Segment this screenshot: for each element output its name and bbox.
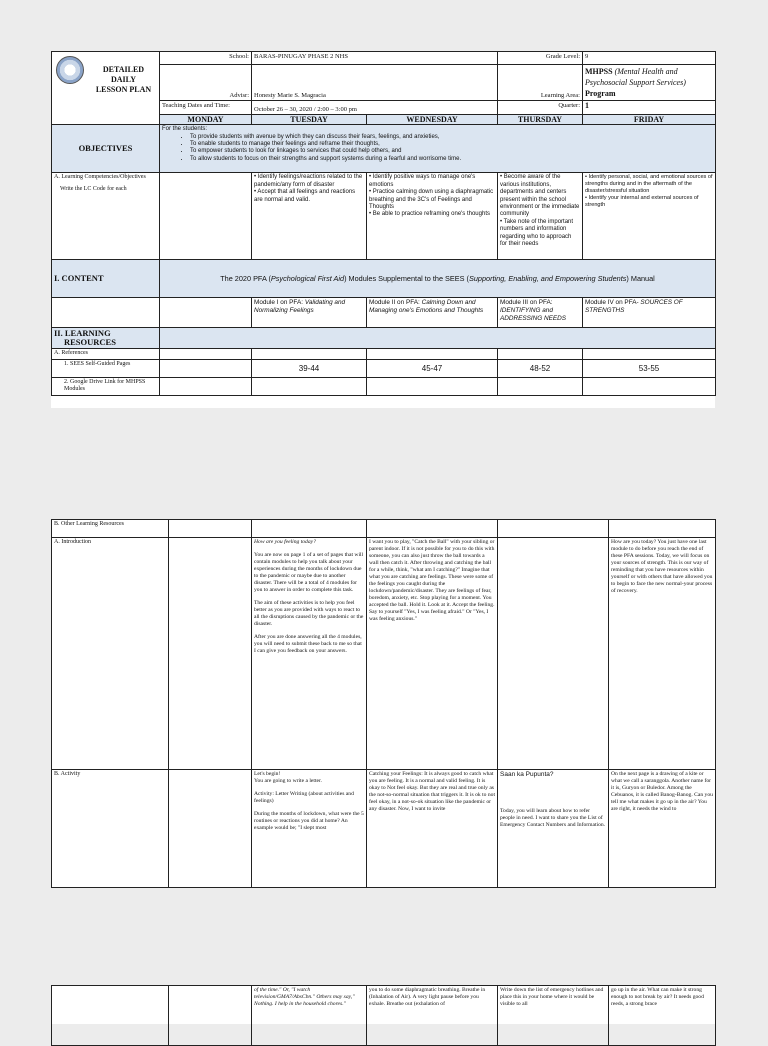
competencies-label — [52, 173, 160, 260]
competency-item: • Identify positive ways to manage one's emotions — [369, 174, 476, 188]
learning-resources-band — [160, 328, 716, 349]
lesson-plan-page-1 — [51, 51, 715, 408]
pages-module-1: 39-44 — [252, 359, 367, 377]
competencies-label-line: A. Learning Competencies/Objectives — [54, 174, 146, 181]
objective-item: • To allow students to focus on their strengths and support systems during a fearful and worrisome time. — [190, 156, 713, 163]
objective-item: • To enable students to manage their feelings and reframe their thoughts, — [190, 141, 713, 148]
day-wednesday: WEDNESDAY — [367, 115, 498, 125]
intro-paragraph: After you are done answering all the 4 modules, you will need to submit these back to me so that I can give you feedback on your answers. — [254, 634, 362, 654]
grade-level-label: Grade Level: — [498, 52, 583, 65]
competencies-label-line: Write the LC Code for each — [60, 185, 127, 192]
competency-item: • Accept that all feelings and reactions are normal and valid. — [254, 189, 356, 203]
activity-thursday — [498, 770, 609, 888]
pages-module-3: 48-52 — [498, 359, 583, 377]
objective-item: • To empower students to look for linkages to services that could help others, and — [190, 148, 713, 155]
learning-resources-label — [52, 328, 160, 349]
objectives-label: OBJECTIVES — [52, 125, 160, 173]
competency-item: • Practice calming down using a diaphragmatic breathing and the 3C's of Feelings and Thoughts — [369, 189, 494, 211]
competencies-wednesday — [367, 173, 498, 260]
intro-paragraph: How are you feeling today? — [254, 539, 316, 545]
learning-area-value — [583, 65, 716, 101]
quarter-value: 1 — [583, 101, 716, 115]
resources-label-line: II. LEARNING — [54, 328, 111, 339]
teaching-dates-value: October 26 – 30, 2020 / 2:00 – 3:00 pm — [252, 101, 498, 115]
competency-item: • Become aware of the various institutions, departments and centers present within the school environment or the immediate community — [500, 174, 580, 218]
school-label: School: — [160, 52, 252, 65]
learning-area-label: Learning Area: — [498, 65, 583, 101]
lesson-plan-page-2 — [51, 519, 715, 887]
other-resources-label: B. Other Learning Resources — [52, 520, 169, 538]
sees-pages-label: 1. SEES Self-Guided Pages — [52, 359, 160, 377]
lesson-plan-table-page-3 — [51, 985, 716, 1046]
activity-line: Let's begin! — [254, 771, 281, 777]
teaching-dates-label: Teaching Dates and Time: — [160, 101, 252, 115]
activity-title: Saan ka Pupunta? — [500, 771, 554, 778]
competency-item: • Identify feelings/reactions related to the pandemic/any form of disaster — [254, 174, 363, 188]
cont-thursday: Write down the list of emergency hotlines and place this in your home where it would be visible to all — [498, 986, 609, 1046]
competency-item: • Identify personal, social, and emotional sources of strengths during and in the aftermath of the disaster/stressful situation — [585, 174, 713, 195]
module-4: Module IV on PFA- SOURCES OF STRENGTHS — [583, 298, 716, 328]
intro-paragraph: You are now on page 1 of a set of pages that will contain modules to help you talk about your experiences during the months of lockdown due to the pandemic or maybe due to another disaster. There will be a total of 4 modules for you to answer in order to complete this task. — [254, 552, 364, 593]
module-3: Module III on PFA: IDENTIFYING and ADDRESSING NEEDS — [498, 298, 583, 328]
modules-blank — [52, 298, 160, 328]
activity-friday: On the next page is a drawing of a kite or what we call a saranggola. Another name for it is, Guryon or Buledor. Among the Cebuanos, it is called Banog-Banog. Can you tell me what makes it go up in the air? You are right, it needs the wind to — [609, 770, 716, 888]
intro-paragraph: The aim of these activities is to help you feel better as you are provided with ways to react to all the disruptions caused by the pandemic or the disaster. — [254, 600, 364, 627]
learning-area-italic: (Mental Health and Psychosocial Support Services) — [585, 67, 686, 87]
lesson-plan-table — [51, 51, 716, 396]
activity-wednesday: Catching your Feelings: It is always good to catch what you are feeling. It is a normal and valid feeling. It is okay to Not feel okay. But they are real and true only as the not-so-normal situation that triggers it. It is ok to not feel okay, in a not-so-ok situation like the pandemic or any disaster. Now, I want to invite — [367, 770, 498, 888]
competencies-friday — [583, 173, 716, 260]
module-2: Module II on PFA: Calming Down and Managing one's Emotions and Thoughts — [367, 298, 498, 328]
title-line-1: DETAILED — [102, 65, 145, 74]
activity-line: You are going to write a letter. — [254, 778, 322, 784]
objective-item: • To provide students with avenue by which they can discuss their fears, feelings, and anxieties, — [190, 134, 713, 141]
learning-area-main: MHPSS — [585, 67, 613, 76]
resources-label-line: RESOURCES — [64, 337, 116, 348]
drive-link-label: 2. Google Drive Link for MHPSS Modules — [52, 377, 160, 395]
competency-item: • Be able to practice reframing one's thoughts — [369, 211, 490, 218]
intro-friday: How are you today? You just have one last module to do before you reach the end of these PFA sessions. Today, we will focus on your sources of strength. This is our way of reminding that you have resources within yourself or with others that have allowed you to begin to face the new normal-your process of recovery. — [609, 538, 716, 770]
objectives-content — [160, 125, 716, 173]
lesson-plan-page-3 — [51, 985, 715, 1024]
references-label: A. References — [52, 349, 160, 359]
school-value: BARAS-PINUGAY PHASE 2 NHS — [252, 52, 498, 65]
competency-item: • Identify your internal and external sources of strength — [585, 195, 699, 209]
objectives-intro: For the students: — [162, 126, 208, 133]
cont-friday: go up in the air. What can make it strong enough to not break by air? It needs good reeds, a strong brace — [609, 986, 716, 1046]
pages-module-4: 53-55 — [583, 359, 716, 377]
advisor-label: Advisr: — [160, 65, 252, 101]
grade-level-value: 9 — [583, 52, 716, 65]
title-line-2: DAILY — [110, 75, 137, 84]
intro-tuesday — [252, 538, 367, 770]
cont-tuesday: of the time." Or, "I watch television/GMA7/AbsCbn." Others may say," Nothing. I help in the household chores." — [252, 986, 367, 1046]
deped-seal-icon — [56, 56, 84, 84]
content-label: I. CONTENT — [52, 260, 160, 298]
competencies-tuesday — [252, 173, 367, 260]
content-title: The 2020 PFA (Psychological First Aid) Modules Supplemental to the SEES (Supporting, Enabling, and Empowering Students) Manual — [160, 260, 716, 298]
competencies-thursday — [498, 173, 583, 260]
activity-monday — [169, 770, 252, 888]
learning-area-suffix: Program — [585, 89, 616, 98]
pages-module-2: 45-47 — [367, 359, 498, 377]
lesson-plan-table-continued — [51, 519, 716, 888]
competency-item: • Take note of the important numbers and information regarding who to approach for their needs — [500, 218, 574, 248]
introduction-label: A. Introduction — [52, 538, 169, 770]
cont-wednesday: you to do some diaphragmatic breathing. Breathe in (Inhalation of Air). A very light pause before you exhale. Breathe out (exhalation of — [367, 986, 498, 1046]
day-tuesday: TUESDAY — [252, 115, 367, 125]
intro-monday — [169, 538, 252, 770]
quarter-label: Quarter: — [498, 101, 583, 115]
activity-label: B. Activity — [52, 770, 169, 888]
activity-line: During the months of lockdown, what were the 5 routines or reactions you did at home? An example would be; "I slept most — [254, 811, 364, 831]
module-1: Module I on PFA: Validating and Normalizing Feelings — [252, 298, 367, 328]
activity-text: Today, you will learn about how to refer people in need. I want to share you the List of Emergency Contact Numbers and Information. — [500, 808, 606, 828]
title-line-3: LESSON PLAN — [95, 85, 152, 94]
advisor-value: Honesty Marie S. Magracia — [252, 65, 498, 101]
module-monday-blank — [160, 298, 252, 328]
intro-wednesday: I want you to play, "Catch the Ball" with your sibling or parent indoor. If it is not possible for you to do this with someone, you can also just throw the ball towards a wall then catch it. After throwing and catching the ball for a while, think, "what am I catching?" Imagine that what you are catching are feelings. These were some of the feelings you caught during the lockdown/pandemic/disaster. They are feelings of fear, boredom, anxiety, etc. Stop playing for a moment. You accepted the ball. Hold it. Look at it. Accept the feeling. Say to yourself "Yes, I was feeling afraid." Or "Yes, I was feeling anxious." — [367, 538, 498, 770]
header-logo-cell — [52, 52, 160, 125]
intro-thursday — [498, 538, 609, 770]
day-thursday: THURSDAY — [498, 115, 583, 125]
day-monday: MONDAY — [160, 115, 252, 125]
activity-tuesday — [252, 770, 367, 888]
competencies-monday — [160, 173, 252, 260]
day-friday: FRIDAY — [583, 115, 716, 125]
activity-line: Activity: Letter Writing (about activities and feelings) — [254, 791, 354, 804]
